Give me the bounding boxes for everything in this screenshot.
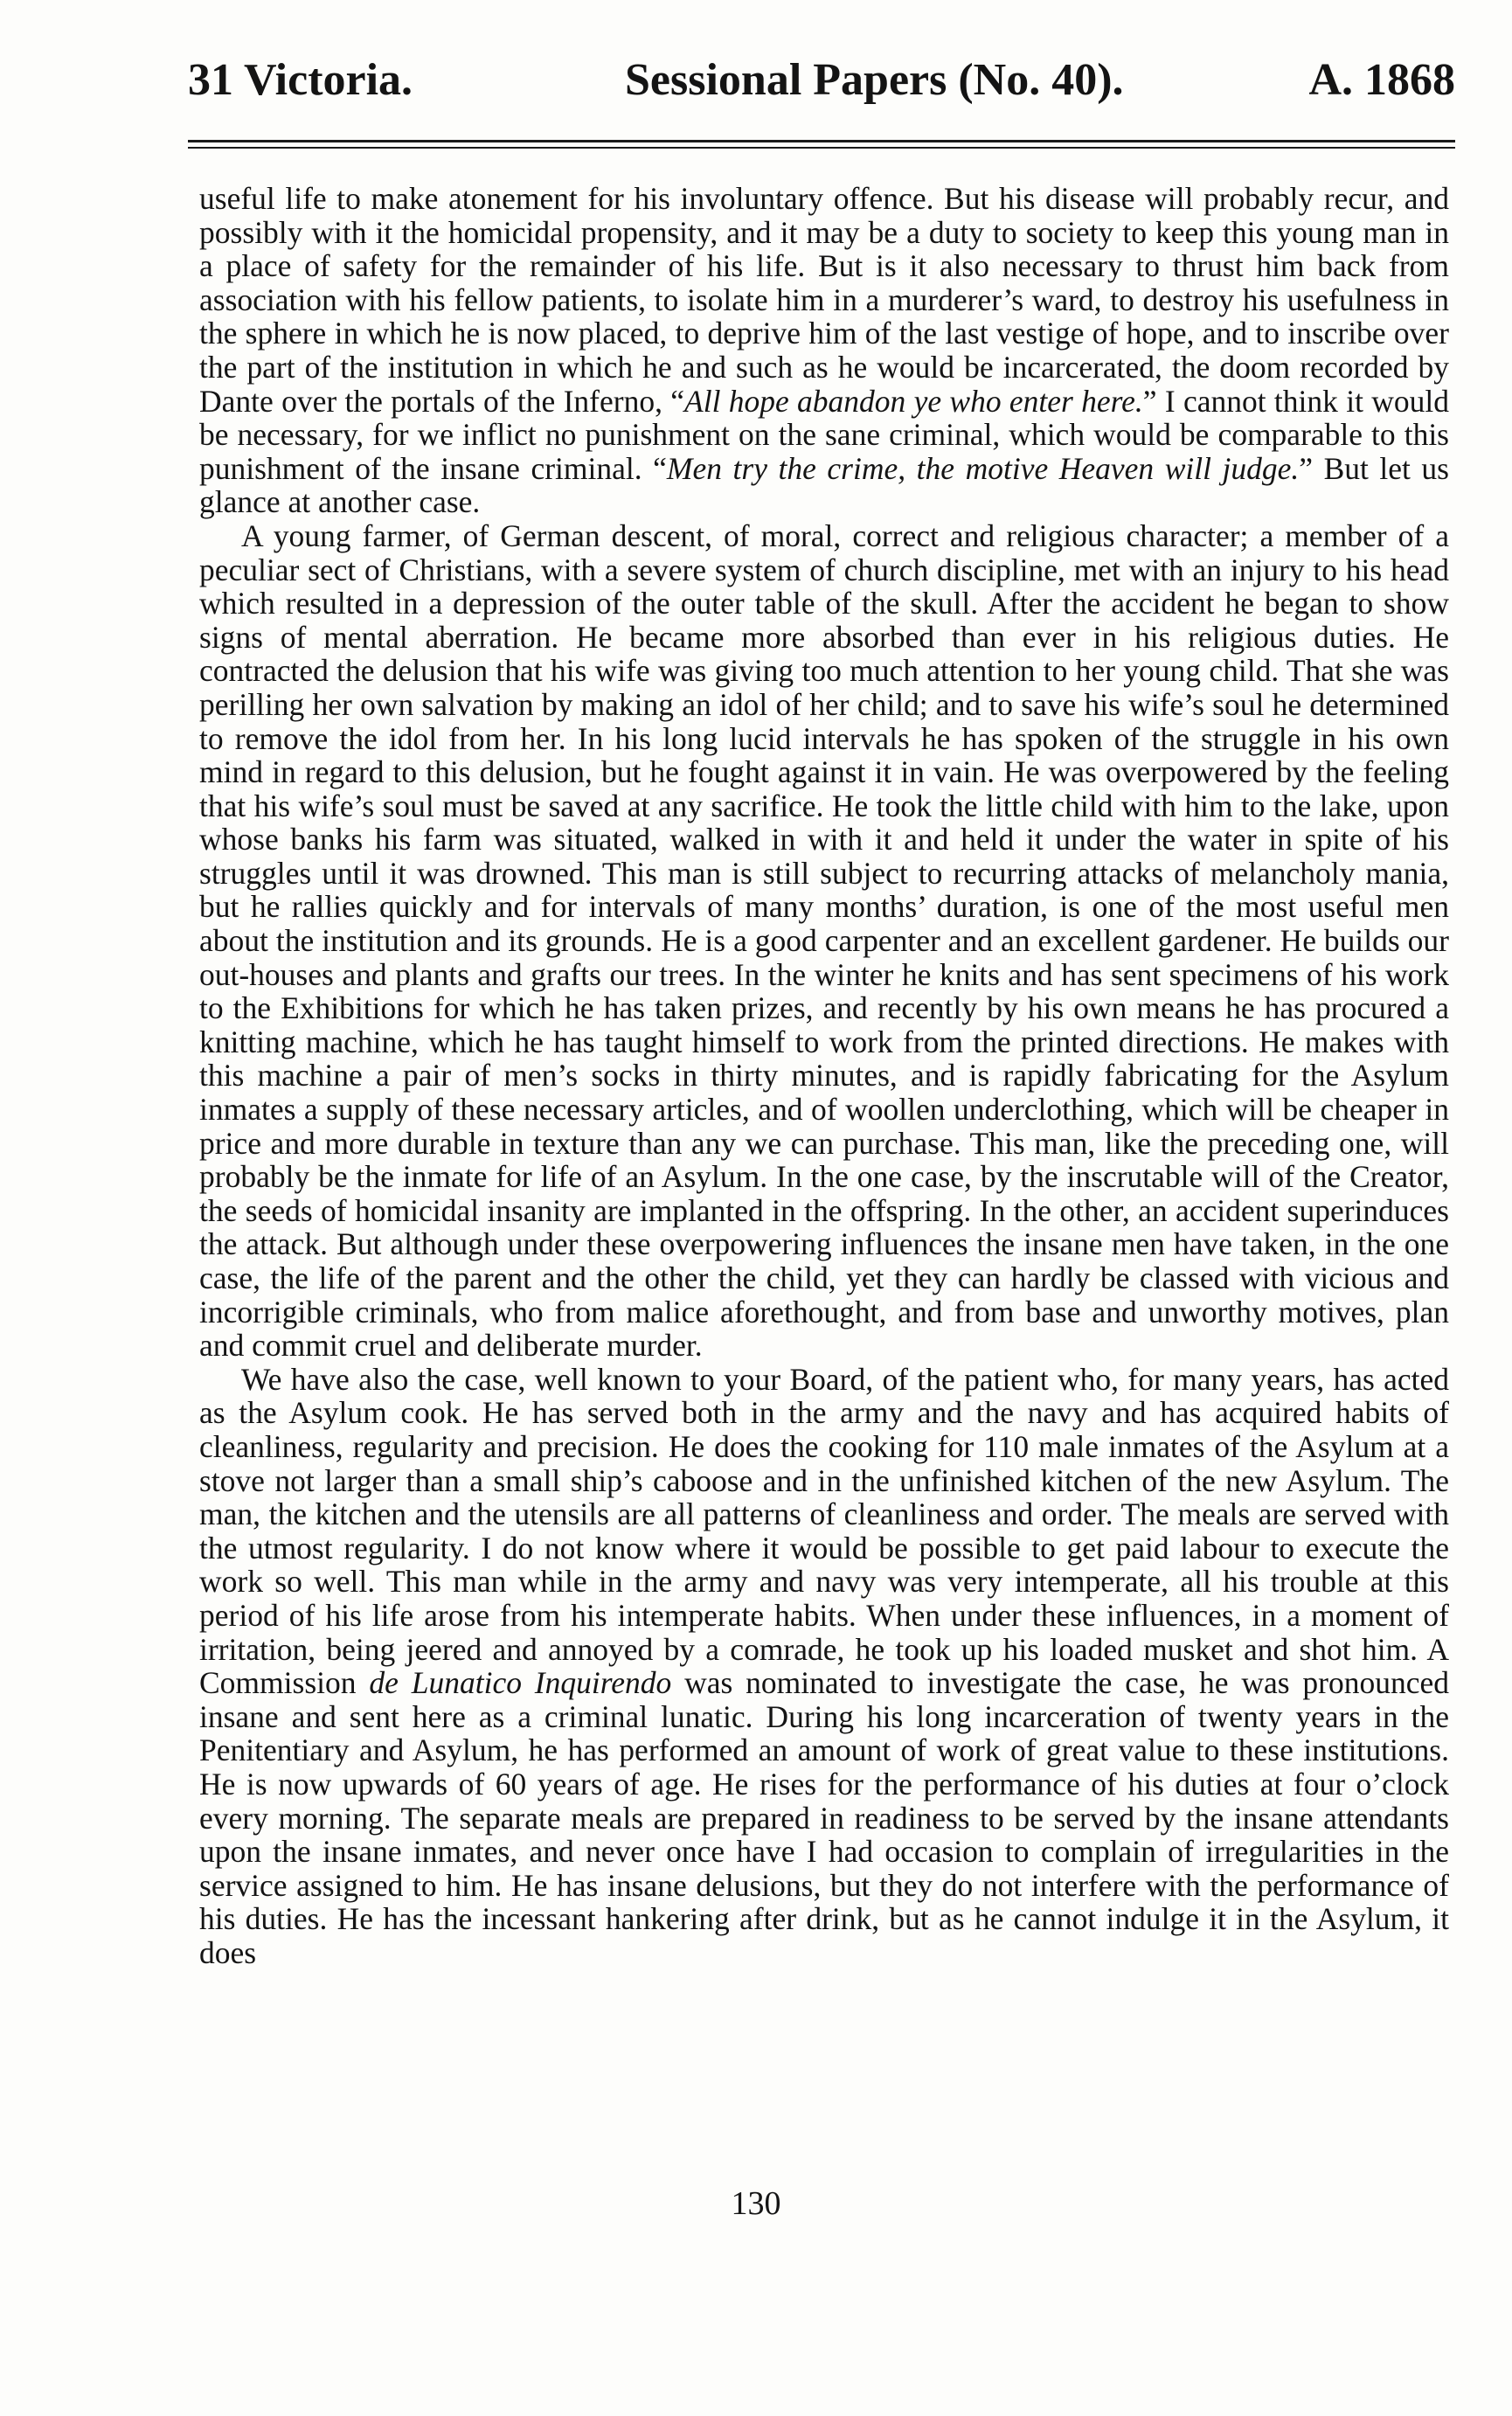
paragraph-3 (199, 1363, 1449, 1970)
running-header (188, 45, 1455, 115)
header-year: A. 1868 (1308, 55, 1455, 105)
header-rule-bottom (188, 147, 1455, 149)
paragraph-1 (199, 182, 1449, 519)
paragraph-text: A young farmer, of German descent, of moral, correct and religious character; a member of a peculiar sect of Christians, with a severe system of church discipline, met with an injury to his head which resulted in a depression of the outer table of the skull. After the accident he began to show signs of mental aberration. He became more absorbed than ever in his religious duties. He contracted the delusion that his wife was giving too much attention to her young child. That she was perilling her own salvation by making an idol of her child; and to save his wife’s soul he determined to remove the idol from her. In his long lucid intervals he has spoken of the struggle in his own mind in regard to this delusion, but he fought against it in vain. He was overpowered by the feeling that his wife’s soul must be saved at any sacrifice. He took the little child with him to the lake, upon whose banks his farm was situated, walked in with it and held it under the water in spite of his struggles until it was drowned. This man is still subject to recurring attacks of melancholy mania, but he rallies quickly and for intervals of many months’ duration, is one of the most useful men about the institution and its grounds. He is a good carpenter and an excellent gardener. He builds our out-houses and plants and grafts our trees. In the winter he knits and has sent specimens of his work to the Exhibitions for which he has taken prizes, and recently by his own means he has procured a knitting machine, which he has taught himself to work from the printed directions. He makes with this machine a pair of men’s socks in thirty minutes, and is rapidly fabricating for the Asylum inmates a supply of these necessary articles, and of woollen underclothing, which will be cheaper in price and more durable in texture than any we can purchase. This man, like the preceding one, will probably be the inmate for life of an Asylum. In the one case, by the inscrutable will of the Creator, the seeds of homicidal insanity are implanted in the offspring. In the other, an accident superinduces the attack. But although under these overpowering influences the insane men have taken, in the one case, the life of the parent and the other the child, yet they can hardly be classed with vicious and incorrigible criminals, who from malice aforethought, and from base and unworthy motives, plan and commit cruel and deliberate murder. (199, 517, 1449, 1364)
page-number: 130 (731, 2185, 781, 2222)
header-title: Sessional Papers (No. 40). (625, 55, 1124, 105)
paragraph-text: We have also the case, well known to your Board, of the patient who, for many years, has acted as the Asylum cook. He has served both in the army and the navy and has acquired habits of cleanliness, regularity and precision. He does the cooking for 110 male inmates of the Asylum at a stove not larger than a small ship’s caboose and in the unfinished kitchen of the new Asylum. The man, the kitchen and the utensils are all patterns of cleanliness and order. The meals are served with the utmost regularity. I do not know where it would be possible to get paid labour to execute the work so well. This man while in the army and navy was very intemperate, all his trouble at this period of his life arose from his intemperate habits. When under these influences, in a moment of irritation, being jeered and annoyed by a comrade, he took up his loaded musket and shot him. A Commission (199, 1361, 1449, 1701)
header-rule-top (188, 140, 1455, 142)
paragraph-text: ” But let us glance at another case. (199, 450, 1449, 520)
header-volume: 31 Victoria. (188, 55, 413, 105)
paragraph-text: ” I cannot think it would be necessary, for we inflict no punishment on the sane criminal, which would be comparable to this punishment of the insane criminal. “ (199, 383, 1449, 486)
body-text (199, 182, 1449, 1969)
quotation-men-try: Men try the crime, the motive Heaven will judge. (666, 450, 1300, 486)
quotation-dante: All hope abandon ye who enter here. (684, 383, 1143, 419)
paragraph-text: was nominated to investigate the case, he was pronounced insane and sent here as a criminal lunatic. During his long incarceration of twenty years in the Penitentiary and Asylum, he has performed an amount of work of great value to these institutions. He is now upwards of 60 years of age. He rises for the performance of his duties at four o’clock every morning. The separate meals are prepared in readiness to be served by the insane attendants upon the insane inmates, and never once have I had occasion to complain of irregularities in the service assigned to him. He has insane delusions, but they do not interfere with the performance of his duties. He has the incessant hankering after drink, but as he cannot indulge it in the Asylum, it does (199, 1665, 1450, 1970)
paragraph-text: useful life to make atonement for his involuntary offence. But his disease will probably recur, and possibly with it the homicidal propensity, and it may be a duty to society to keep this young man in a place of safety for the remainder of his life. But is it also necessary to thrust him back from association with his fellow patients, to isolate him in a murderer’s ward, to destroy his usefulness in the sphere in which he is now placed, to deprive him of the last vestige of hope, and to inscribe over the part of the institution in which he and such as he would be incarcerated, the doom recorded by Dante over the portals of the Inferno, “ (199, 181, 1449, 419)
paragraph-2 (199, 519, 1449, 1363)
latin-phrase: de Lunatico Inquirendo (369, 1665, 672, 1701)
